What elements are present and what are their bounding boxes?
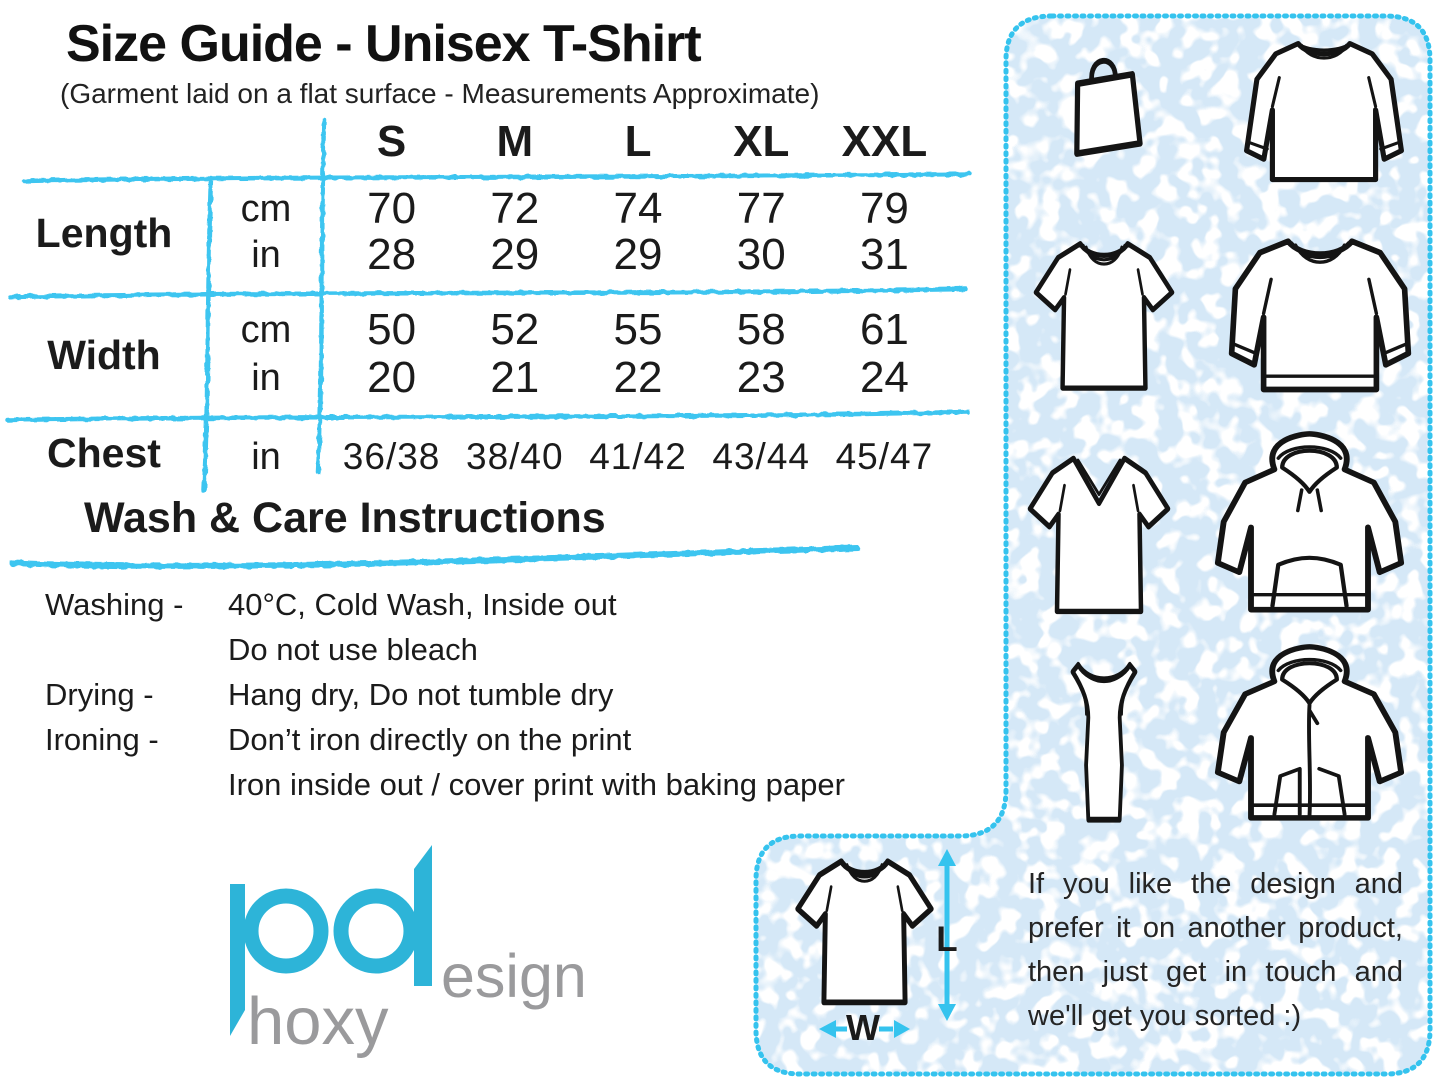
care-heading-underline — [12, 548, 858, 566]
table-cell: 50 — [367, 305, 417, 354]
table-cell: 28 — [367, 230, 417, 279]
size-header: M — [496, 117, 534, 166]
size-header: L — [624, 117, 652, 166]
note-line: prefer it on another product, — [1028, 912, 1403, 944]
table-cell: 77 — [736, 184, 786, 233]
chest-in-row — [330, 431, 946, 483]
size-header: XXL — [841, 117, 928, 166]
width-cm-row — [330, 304, 946, 356]
unit-label: cm — [240, 188, 292, 230]
table-cell: 52 — [490, 305, 540, 354]
logo-d-stem — [414, 845, 432, 986]
table-cell: 70 — [367, 184, 417, 233]
length-measure-label: L — [936, 920, 958, 959]
logo-p-stem — [230, 884, 245, 1036]
care-label-drying: Drying - — [45, 677, 154, 712]
table-cell: 20 — [367, 353, 417, 402]
table-cell: 74 — [613, 184, 663, 233]
care-heading: Wash & Care Instructions — [84, 494, 606, 542]
care-label-washing: Washing - — [45, 587, 184, 622]
table-cell: 55 — [613, 305, 663, 354]
table-cell: 72 — [490, 184, 540, 233]
table-hline-1 — [24, 174, 970, 181]
unit-label: in — [251, 357, 281, 399]
care-text: Iron inside out / cover print with baking paper — [228, 767, 845, 802]
care-text: Hang dry, Do not tumble dry — [228, 677, 614, 712]
table-hline-2 — [10, 289, 966, 297]
length-in-row — [330, 229, 946, 281]
unit-label: in — [251, 436, 281, 478]
row-label-length: Length — [35, 210, 173, 256]
size-header: S — [376, 117, 407, 166]
care-text: Don’t iron directly on the print — [228, 722, 632, 757]
table-cell: 36/38 — [342, 436, 441, 477]
page-title: Size Guide - Unisex T-Shirt — [66, 15, 701, 73]
length-cm-row — [330, 183, 946, 235]
table-cell: 30 — [736, 230, 786, 279]
logo-esign-text: esign — [441, 942, 587, 1010]
table-cell: 29 — [613, 230, 663, 279]
table-hline-3 — [8, 412, 968, 420]
table-cell: 45/47 — [835, 436, 934, 477]
table-cell: 29 — [490, 230, 540, 279]
table-cell: 38/40 — [466, 436, 564, 477]
care-text: 40°C, Cold Wash, Inside out — [228, 587, 617, 622]
logo-d-bowl — [341, 896, 411, 966]
page-subtitle: (Garment laid on a flat surface - Measurements Approximate) — [60, 78, 820, 109]
size-header: XL — [733, 117, 790, 166]
table-cell: 22 — [613, 353, 663, 402]
note-line: we'll get you sorted :) — [1028, 1000, 1302, 1032]
table-cell: 79 — [859, 184, 909, 233]
logo-p-bowl — [251, 896, 321, 966]
table-cell: 61 — [859, 305, 909, 354]
table-cell: 31 — [859, 230, 909, 279]
table-cell: 24 — [859, 353, 909, 402]
width-in-row — [330, 352, 946, 404]
size-header-row — [330, 116, 946, 168]
note-line: then just get in touch and — [1028, 956, 1403, 988]
care-text: Do not use bleach — [228, 632, 478, 667]
logo-hoxy-text: hoxy — [247, 984, 389, 1059]
table-cell: 43/44 — [712, 436, 810, 477]
width-measure-label: W — [846, 1007, 880, 1048]
unit-label: in — [251, 234, 281, 276]
table-cell: 41/42 — [589, 436, 687, 477]
table-cell: 23 — [736, 353, 786, 402]
row-label-chest: Chest — [47, 430, 161, 476]
table-cell: 58 — [736, 305, 786, 354]
unit-label: cm — [240, 309, 292, 351]
note-line: If you like the design and — [1028, 868, 1403, 900]
table-cell: 21 — [490, 353, 540, 402]
row-label-width: Width — [47, 332, 161, 378]
care-label-ironing: Ironing - — [45, 722, 159, 757]
